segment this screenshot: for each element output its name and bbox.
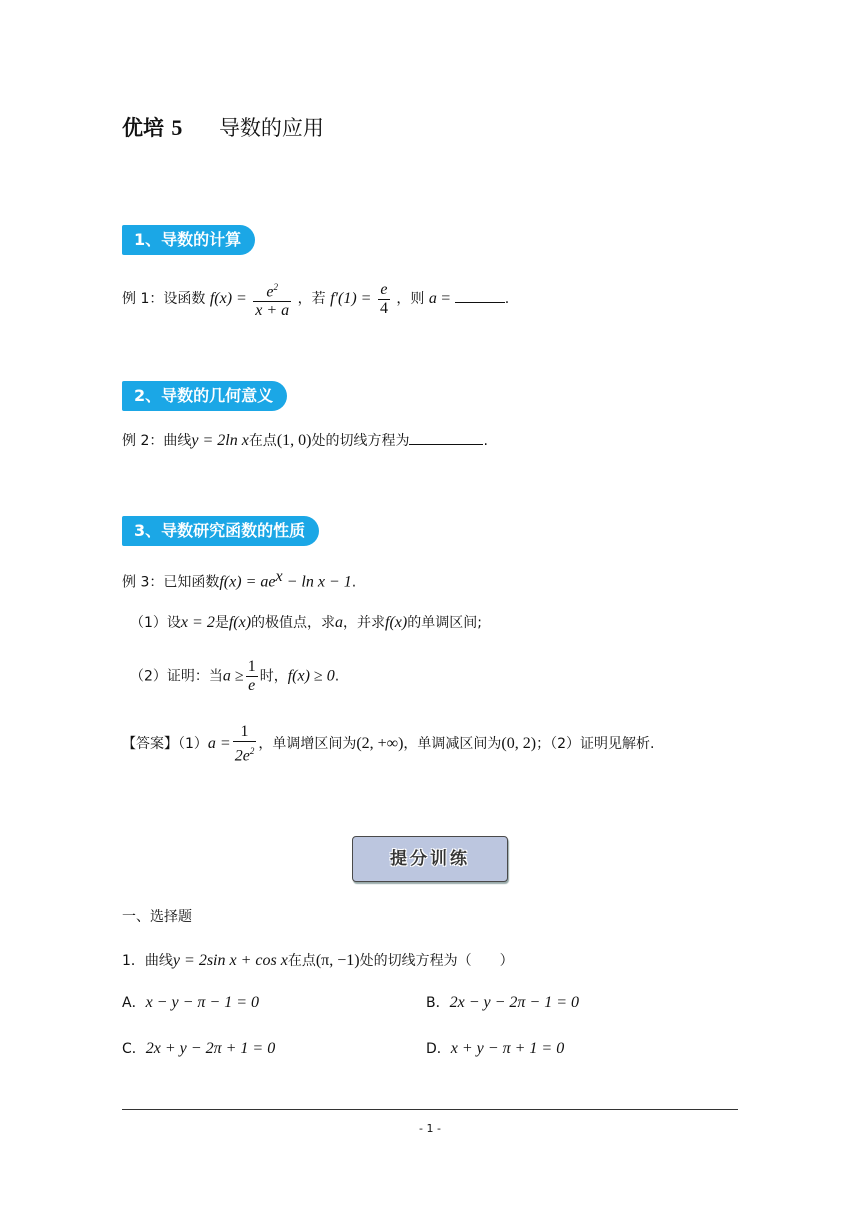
section-badge-2: 2、导数的几何意义: [122, 381, 287, 411]
title-number: 5: [171, 115, 183, 140]
option-b[interactable]: B．2x − y − 2π − 1 = 0: [426, 994, 580, 1011]
example-1-then: ，则: [396, 291, 425, 308]
title-text: 导数的应用: [218, 116, 324, 140]
answer-line: 【答案】（1）a = $\frac{1}{2e^2}$ ，单调增区间为(2, +∞)，单调减区间为(0, 2)；（2）证明见解析.: [122, 723, 655, 765]
footer-divider: [122, 1109, 738, 1110]
example-1: 例 1：设函数 f(x) = $\frac{e^2}{x + a}$ ，若 f′(1) = $\frac{e}{4}$ ，则 a = .: [122, 278, 509, 320]
answer-blank: [455, 288, 505, 303]
training-banner: [352, 836, 508, 882]
section-badge-1: 1、导数的计算: [122, 225, 255, 255]
answer-blank: [409, 430, 483, 445]
page-title: [122, 112, 324, 142]
section-badge-3: 3、导数研究函数的性质: [122, 516, 319, 546]
example-1-mid: ，若: [297, 291, 326, 308]
example-3-fraction: $\frac{1}{e}$: [247, 658, 256, 694]
example-2: 例 2：曲线y = 2ln x在点(1, 0)处的切线方程为 .: [122, 432, 488, 449]
example-1-var: a: [428, 290, 437, 308]
example-1-func-lhs: f(x) =: [209, 290, 247, 308]
page-number: - 1 -: [419, 1122, 441, 1135]
title-prefix: 优培: [122, 116, 164, 140]
example-1-fraction: $\frac{e^2}{x + a}$: [255, 282, 290, 320]
option-a[interactable]: A．x − y − π − 1 = 0: [122, 994, 259, 1011]
answer-fraction: $\frac{1}{2e^2}$: [234, 723, 255, 765]
example-3-part-1: （1）设x = 2是f(x)的极值点，求a，并求f(x)的单调区间;: [130, 614, 482, 631]
example-1-lead: 例 1：设函数: [122, 291, 206, 308]
option-c[interactable]: C．2x + y − 2π + 1 = 0: [122, 1040, 276, 1057]
example-3-part-2: （2）证明：当a ≥ $\frac{1}{e}$ 时，f(x) ≥ 0.: [130, 658, 340, 694]
option-d[interactable]: D．x + y − π + 1 = 0: [426, 1040, 565, 1057]
part-heading: 一、选择题: [122, 909, 192, 925]
example-2-point: (1, 0): [276, 432, 312, 449]
example-1-cond-fraction: $\frac{e}{4}$: [379, 280, 388, 317]
example-3-func: f(x) = ae: [219, 573, 276, 591]
example-2-curve: y = 2ln x: [191, 432, 249, 449]
question-1-stem: 1．曲线y = 2sin x + cos x在点(π, −1)处的切线方程为（ ）: [122, 952, 514, 969]
example-1-condition: f′(1) =: [330, 290, 372, 308]
training-banner-label: 提分训练: [390, 849, 470, 869]
example-3: 例 3：已知函数$f(x) = ae^x - \ln x - 1$.: [122, 568, 357, 591]
